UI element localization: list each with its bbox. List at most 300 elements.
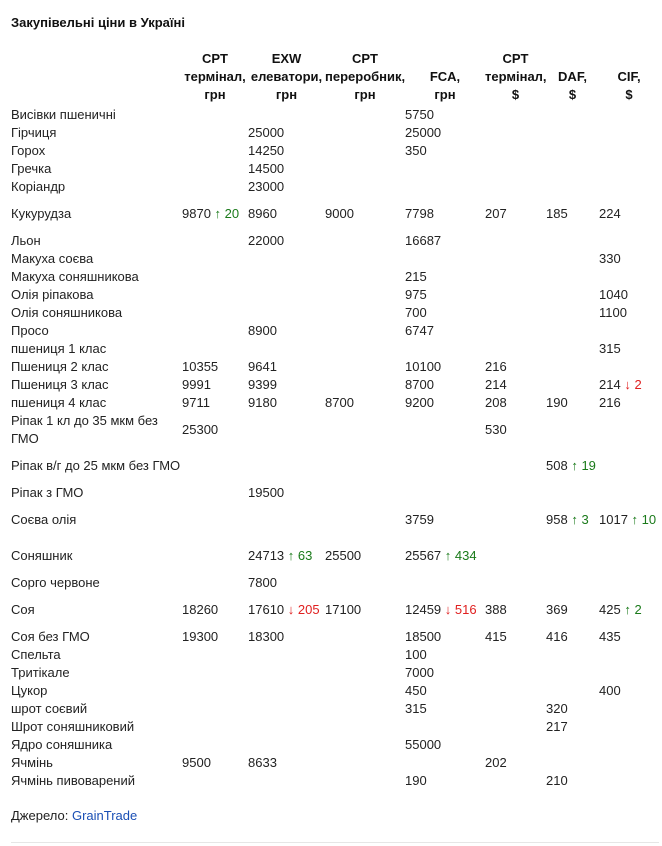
price-cell-cpt_processor_uah: [325, 376, 405, 394]
commodity-name: Ріпак в/г до 25 мкм без ГМО: [11, 458, 181, 473]
commodity-name: Ячмінь: [11, 755, 53, 770]
price-cell-exw_elevator_uah: [248, 664, 325, 682]
commodity-name: Шрот соняшниковий: [11, 719, 135, 734]
price-cell-fca_uah: [405, 286, 485, 304]
price-cell-daf_usd: [546, 736, 599, 754]
source-label: Джерело:: [11, 808, 69, 823]
price-value: 6747: [405, 323, 434, 338]
price-cell-cpt_terminal_usd: [485, 268, 546, 286]
price-cell-cif_usd: [599, 124, 659, 142]
price-cell-fca_uah: [405, 412, 485, 448]
price-cell-exw_elevator_uah: [248, 232, 325, 250]
price-cell-daf_usd: [546, 754, 599, 772]
price-cell-cpt_terminal_uah: [182, 160, 248, 178]
price-cell-cpt_terminal_uah: [182, 682, 248, 700]
table-row: [11, 412, 659, 448]
price-cell-fca_uah: [405, 124, 485, 142]
price-value: 315: [599, 341, 621, 356]
price-change: 3: [581, 512, 589, 527]
column-header-line: DAF,: [558, 69, 587, 84]
price-value: 350: [405, 143, 427, 158]
commodity-name: Соя без ГМО: [11, 629, 90, 644]
price-cell-cpt_terminal_usd: [485, 412, 546, 448]
price-value: 7000: [405, 665, 434, 680]
price-cell-cif_usd: [599, 394, 659, 412]
price-cell-cif_usd: [599, 232, 659, 250]
price-value: 100: [405, 647, 427, 662]
price-cell-fca_uah: [405, 754, 485, 772]
column-header-line: CPT: [502, 51, 529, 66]
price-value: 25000: [405, 125, 442, 140]
column-header-line: $: [568, 87, 577, 102]
price-cell-daf_usd: [546, 646, 599, 664]
arrow-up-icon: ↑: [444, 548, 452, 563]
price-cell-cif_usd: [599, 592, 659, 628]
price-value: 18500: [405, 629, 442, 644]
price-value: 25300: [182, 422, 219, 437]
table-row: [11, 160, 659, 178]
price-cell-cpt_processor_uah: [325, 628, 405, 646]
price-cell-exw_elevator_uah: [248, 592, 325, 628]
arrow-down-icon: ↓: [624, 377, 631, 392]
price-cell-cif_usd: [599, 358, 659, 376]
price-value: 215: [405, 269, 427, 284]
price-value: 214: [485, 377, 507, 392]
price-cell-daf_usd: [546, 412, 599, 448]
commodity-name: Сорго червоне: [11, 575, 100, 590]
commodity-name: шрот соєвий: [11, 701, 88, 716]
commodity-name: Ріпак 1 кл до 35 мкм без ГМО: [11, 413, 158, 446]
price-value: 202: [485, 755, 507, 770]
price-cell-cif_usd: [599, 268, 659, 286]
price-cell-cpt_processor_uah: [325, 664, 405, 682]
price-cell-cpt_processor_uah: [325, 160, 405, 178]
column-header-line: $: [625, 87, 633, 102]
price-cell-exw_elevator_uah: [248, 502, 325, 538]
price-cell-cpt_processor_uah: [325, 196, 405, 232]
price-cell-cpt_terminal_uah: [182, 484, 248, 502]
price-cell-cpt_terminal_usd: [485, 574, 546, 592]
price-cell-cpt_terminal_usd: [485, 358, 546, 376]
price-value: 19500: [248, 485, 285, 500]
arrow-up-icon: ↑: [571, 512, 578, 527]
price-value: 17100: [325, 602, 362, 617]
commodity-name: Ячмінь пивоварений: [11, 773, 135, 788]
table-row: [11, 484, 659, 502]
price-cell-cif_usd: [599, 412, 659, 448]
column-header-line: CIF,: [617, 69, 641, 84]
price-cell-cif_usd: [599, 772, 659, 790]
price-cell-cpt_terminal_usd: [485, 250, 546, 268]
price-cell-cpt_terminal_usd: [485, 664, 546, 682]
commodity-name: Цукор: [11, 683, 48, 698]
table-row: [11, 196, 659, 232]
source-line: [11, 808, 137, 823]
commodity-name: Пшениця 2 клас: [11, 359, 109, 374]
price-value: 315: [405, 701, 427, 716]
commodity-name: пшениця 1 клас: [11, 341, 107, 356]
price-cell-exw_elevator_uah: [248, 142, 325, 160]
price-value: 1017: [599, 512, 628, 527]
price-cell-daf_usd: [546, 682, 599, 700]
price-cell-exw_elevator_uah: [248, 268, 325, 286]
price-cell-cpt_processor_uah: [325, 178, 405, 196]
price-cell-cpt_terminal_uah: [182, 412, 248, 448]
price-cell-cpt_terminal_uah: [182, 304, 248, 322]
price-cell-cpt_terminal_usd: [485, 682, 546, 700]
table-row: [11, 322, 659, 340]
table-row: [11, 718, 659, 736]
price-value: 16687: [405, 233, 442, 248]
page-title: Закупівельні ціни в Україні: [11, 15, 186, 30]
column-header-line: переробник,: [325, 69, 406, 84]
price-change: 434: [454, 548, 477, 563]
price-cell-cpt_terminal_uah: [182, 376, 248, 394]
price-cell-cpt_terminal_uah: [182, 628, 248, 646]
price-cell-exw_elevator_uah: [248, 718, 325, 736]
price-cell-exw_elevator_uah: [248, 484, 325, 502]
price-cell-cpt_terminal_uah: [182, 394, 248, 412]
price-value: 1100: [599, 305, 627, 320]
price-cell-cif_usd: [599, 196, 659, 232]
arrow-up-icon: ↑: [571, 458, 578, 473]
price-value: 400: [599, 683, 621, 698]
price-cell-cpt_terminal_usd: [485, 376, 546, 394]
price-cell-daf_usd: [546, 286, 599, 304]
price-change: 2: [634, 377, 642, 392]
commodity-name: Ядро соняшника: [11, 737, 113, 752]
price-cell-cpt_processor_uah: [325, 646, 405, 664]
price-cell-cif_usd: [599, 718, 659, 736]
price-cell-fca_uah: [405, 736, 485, 754]
price-cell-cpt_terminal_usd: [485, 484, 546, 502]
price-cell-daf_usd: [546, 358, 599, 376]
price-value: 9711: [182, 395, 210, 410]
column-header-cpt_processor_uah: [325, 50, 405, 106]
price-cell-cpt_processor_uah: [325, 682, 405, 700]
price-cell-cpt_terminal_usd: [485, 538, 546, 574]
price-cell-cpt_processor_uah: [325, 304, 405, 322]
price-value: 25567: [405, 548, 442, 563]
price-cell-cpt_processor_uah: [325, 502, 405, 538]
price-cell-cpt_terminal_usd: [485, 124, 546, 142]
price-cell-daf_usd: [546, 538, 599, 574]
price-cell-exw_elevator_uah: [248, 124, 325, 142]
commodity-name: Кукурудза: [11, 206, 72, 221]
price-value: 18260: [182, 602, 219, 617]
price-cell-cpt_terminal_uah: [182, 358, 248, 376]
price-cell-daf_usd: [546, 232, 599, 250]
price-cell-exw_elevator_uah: [248, 772, 325, 790]
price-cell-fca_uah: [405, 502, 485, 538]
price-cell-daf_usd: [546, 178, 599, 196]
commodity-name: Льон: [11, 233, 41, 248]
price-cell-cpt_terminal_usd: [485, 772, 546, 790]
price-cell-cpt_terminal_uah: [182, 142, 248, 160]
price-value: 450: [405, 683, 427, 698]
price-cell-fca_uah: [405, 178, 485, 196]
price-cell-daf_usd: [546, 448, 599, 484]
price-cell-cpt_terminal_usd: [485, 340, 546, 358]
price-cell-cpt_terminal_usd: [485, 394, 546, 412]
price-cell-cpt_terminal_usd: [485, 106, 546, 124]
price-cell-exw_elevator_uah: [248, 736, 325, 754]
price-cell-cpt_terminal_uah: [182, 538, 248, 574]
price-value: 9180: [248, 395, 277, 410]
price-cell-exw_elevator_uah: [248, 394, 325, 412]
price-cell-cpt_terminal_uah: [182, 646, 248, 664]
price-change: 10: [641, 512, 657, 527]
price-cell-daf_usd: [546, 502, 599, 538]
price-cell-cpt_processor_uah: [325, 754, 405, 772]
price-value: 25500: [325, 548, 362, 563]
price-value: 216: [485, 359, 507, 374]
table-row: [11, 700, 659, 718]
arrow-up-icon: ↑: [624, 602, 631, 617]
price-cell-exw_elevator_uah: [248, 700, 325, 718]
price-cell-cpt_terminal_uah: [182, 178, 248, 196]
price-value: 214: [599, 377, 621, 392]
price-change: 205: [297, 602, 320, 617]
price-cell-fca_uah: [405, 250, 485, 268]
price-cell-cpt_terminal_usd: [485, 160, 546, 178]
price-cell-cpt_processor_uah: [325, 538, 405, 574]
price-cell-cif_usd: [599, 700, 659, 718]
commodity-name: Макуха соняшникова: [11, 269, 139, 284]
price-cell-cpt_terminal_uah: [182, 268, 248, 286]
price-cell-cpt_terminal_uah: [182, 574, 248, 592]
table-row: [11, 142, 659, 160]
arrow-down-icon: ↓: [287, 602, 295, 617]
commodity-name: Макуха соєва: [11, 251, 94, 266]
commodity-name: Олія ріпакова: [11, 287, 94, 302]
price-cell-cif_usd: [599, 142, 659, 160]
price-cell-cpt_processor_uah: [325, 250, 405, 268]
column-header-line: термінал,: [485, 69, 547, 84]
price-cell-cpt_processor_uah: [325, 394, 405, 412]
price-cell-cif_usd: [599, 304, 659, 322]
price-cell-cpt_processor_uah: [325, 268, 405, 286]
price-value: 12459: [405, 602, 442, 617]
price-change: 19: [581, 458, 596, 473]
price-cell-cpt_terminal_usd: [485, 196, 546, 232]
price-value: 3759: [405, 512, 434, 527]
price-change: 20: [224, 206, 240, 221]
price-cell-daf_usd: [546, 142, 599, 160]
price-cell-cif_usd: [599, 664, 659, 682]
table-row: [11, 340, 659, 358]
price-value: 9000: [325, 206, 354, 221]
price-cell-cpt_terminal_usd: [485, 502, 546, 538]
price-cell-daf_usd: [546, 484, 599, 502]
price-change: 516: [454, 602, 477, 617]
price-cell-cpt_processor_uah: [325, 286, 405, 304]
price-cell-cpt_processor_uah: [325, 592, 405, 628]
price-cell-fca_uah: [405, 340, 485, 358]
commodity-name: Ріпак з ГМО: [11, 485, 84, 500]
column-header-cpt_terminal_usd: [485, 50, 546, 106]
price-cell-cif_usd: [599, 628, 659, 646]
commodity-name: Просо: [11, 323, 49, 338]
price-cell-exw_elevator_uah: [248, 304, 325, 322]
price-cell-cpt_terminal_uah: [182, 772, 248, 790]
price-value: 5750: [405, 107, 434, 122]
price-cell-daf_usd: [546, 268, 599, 286]
price-value: 975: [405, 287, 427, 302]
price-value: 17610: [248, 602, 285, 617]
price-cell-fca_uah: [405, 322, 485, 340]
price-cell-cpt_terminal_usd: [485, 286, 546, 304]
price-cell-daf_usd: [546, 322, 599, 340]
table-row: [11, 628, 659, 646]
price-cell-fca_uah: [405, 196, 485, 232]
price-cell-cpt_terminal_usd: [485, 178, 546, 196]
price-cell-cpt_terminal_uah: [182, 736, 248, 754]
price-cell-cpt_terminal_usd: [485, 322, 546, 340]
price-cell-cpt_terminal_uah: [182, 664, 248, 682]
price-cell-cif_usd: [599, 322, 659, 340]
table-row: [11, 376, 659, 394]
price-cell-cpt_terminal_usd: [485, 142, 546, 160]
price-cell-cif_usd: [599, 448, 659, 484]
price-cell-exw_elevator_uah: [248, 196, 325, 232]
price-cell-cif_usd: [599, 484, 659, 502]
price-cell-exw_elevator_uah: [248, 286, 325, 304]
table-header-row: [11, 50, 659, 106]
price-value: 207: [485, 206, 507, 221]
price-cell-fca_uah: [405, 484, 485, 502]
price-value: 217: [546, 719, 568, 734]
commodity-name: Соя: [11, 602, 35, 617]
source-link[interactable]: GrainTrade: [71, 808, 138, 823]
table-row: [11, 502, 659, 538]
price-cell-fca_uah: [405, 538, 485, 574]
price-cell-daf_usd: [546, 196, 599, 232]
table-row: [11, 394, 659, 412]
price-cell-fca_uah: [405, 106, 485, 124]
table-row: [11, 646, 659, 664]
price-cell-daf_usd: [546, 574, 599, 592]
price-cell-cpt_terminal_uah: [182, 502, 248, 538]
price-value: 369: [546, 602, 568, 617]
price-cell-fca_uah: [405, 268, 485, 286]
commodity-name: Спельта: [11, 647, 61, 662]
column-header-line: грн: [275, 87, 298, 102]
price-cell-cif_usd: [599, 250, 659, 268]
price-value: 224: [599, 206, 621, 221]
price-cell-fca_uah: [405, 304, 485, 322]
commodity-name: Горох: [11, 143, 46, 158]
price-value: 508: [546, 458, 568, 473]
price-cell-exw_elevator_uah: [248, 106, 325, 124]
price-value: 208: [485, 395, 507, 410]
price-cell-fca_uah: [405, 646, 485, 664]
price-cell-fca_uah: [405, 772, 485, 790]
table-body: [11, 106, 659, 790]
column-header-line: CPT: [202, 51, 228, 66]
price-value: 18300: [248, 629, 285, 644]
commodity-name: Пшениця 3 клас: [11, 377, 109, 392]
price-cell-exw_elevator_uah: [248, 412, 325, 448]
table-row: [11, 232, 659, 250]
price-cell-cif_usd: [599, 106, 659, 124]
price-cell-cpt_terminal_usd: [485, 700, 546, 718]
price-cell-daf_usd: [546, 628, 599, 646]
price-value: 8700: [325, 395, 354, 410]
price-cell-daf_usd: [546, 340, 599, 358]
arrow-up-icon: ↑: [631, 512, 639, 527]
price-cell-daf_usd: [546, 664, 599, 682]
price-value: 9991: [182, 377, 211, 392]
price-value: 435: [599, 629, 621, 644]
price-cell-cpt_processor_uah: [325, 574, 405, 592]
price-cell-cif_usd: [599, 160, 659, 178]
price-cell-fca_uah: [405, 592, 485, 628]
price-cell-cpt_terminal_uah: [182, 340, 248, 358]
commodity-name: Олія соняшникова: [11, 305, 123, 320]
price-cell-exw_elevator_uah: [248, 358, 325, 376]
price-value: 14500: [248, 161, 285, 176]
price-cell-cpt_terminal_usd: [485, 718, 546, 736]
price-cell-exw_elevator_uah: [248, 538, 325, 574]
price-value: 425: [599, 602, 621, 617]
price-value: 23000: [248, 179, 285, 194]
column-header-line: грн: [434, 87, 456, 102]
commodity-name: Соняшник: [11, 548, 73, 563]
price-cell-cif_usd: [599, 736, 659, 754]
table-row: [11, 772, 659, 790]
price-cell-cpt_processor_uah: [325, 358, 405, 376]
price-value: 10100: [405, 359, 442, 374]
price-cell-exw_elevator_uah: [248, 340, 325, 358]
price-cell-cpt_terminal_uah: [182, 106, 248, 124]
price-change: 63: [297, 548, 313, 563]
column-header-line: термінал,: [184, 69, 246, 84]
price-cell-daf_usd: [546, 394, 599, 412]
price-cell-exw_elevator_uah: [248, 628, 325, 646]
price-cell-fca_uah: [405, 394, 485, 412]
price-value: 8700: [405, 377, 434, 392]
table-row: [11, 736, 659, 754]
price-cell-cif_usd: [599, 682, 659, 700]
price-cell-cpt_processor_uah: [325, 700, 405, 718]
price-cell-cif_usd: [599, 376, 659, 394]
price-cell-daf_usd: [546, 592, 599, 628]
price-value: 530: [485, 422, 507, 437]
price-value: 190: [546, 395, 568, 410]
price-cell-cpt_terminal_uah: [182, 754, 248, 772]
price-cell-fca_uah: [405, 142, 485, 160]
price-cell-daf_usd: [546, 772, 599, 790]
column-header-fca_uah: [405, 50, 485, 106]
price-cell-cif_usd: [599, 646, 659, 664]
price-cell-fca_uah: [405, 376, 485, 394]
price-value: 388: [485, 602, 507, 617]
price-cell-cpt_terminal_usd: [485, 232, 546, 250]
price-value: 19300: [182, 629, 219, 644]
price-cell-daf_usd: [546, 304, 599, 322]
price-value: 320: [546, 701, 568, 716]
price-value: 190: [405, 773, 427, 788]
price-value: 8900: [248, 323, 277, 338]
table-row: [11, 304, 659, 322]
table-row: [11, 250, 659, 268]
price-cell-cpt_terminal_usd: [485, 304, 546, 322]
price-value: 185: [546, 206, 568, 221]
price-cell-exw_elevator_uah: [248, 646, 325, 664]
price-cell-daf_usd: [546, 376, 599, 394]
price-cell-fca_uah: [405, 718, 485, 736]
